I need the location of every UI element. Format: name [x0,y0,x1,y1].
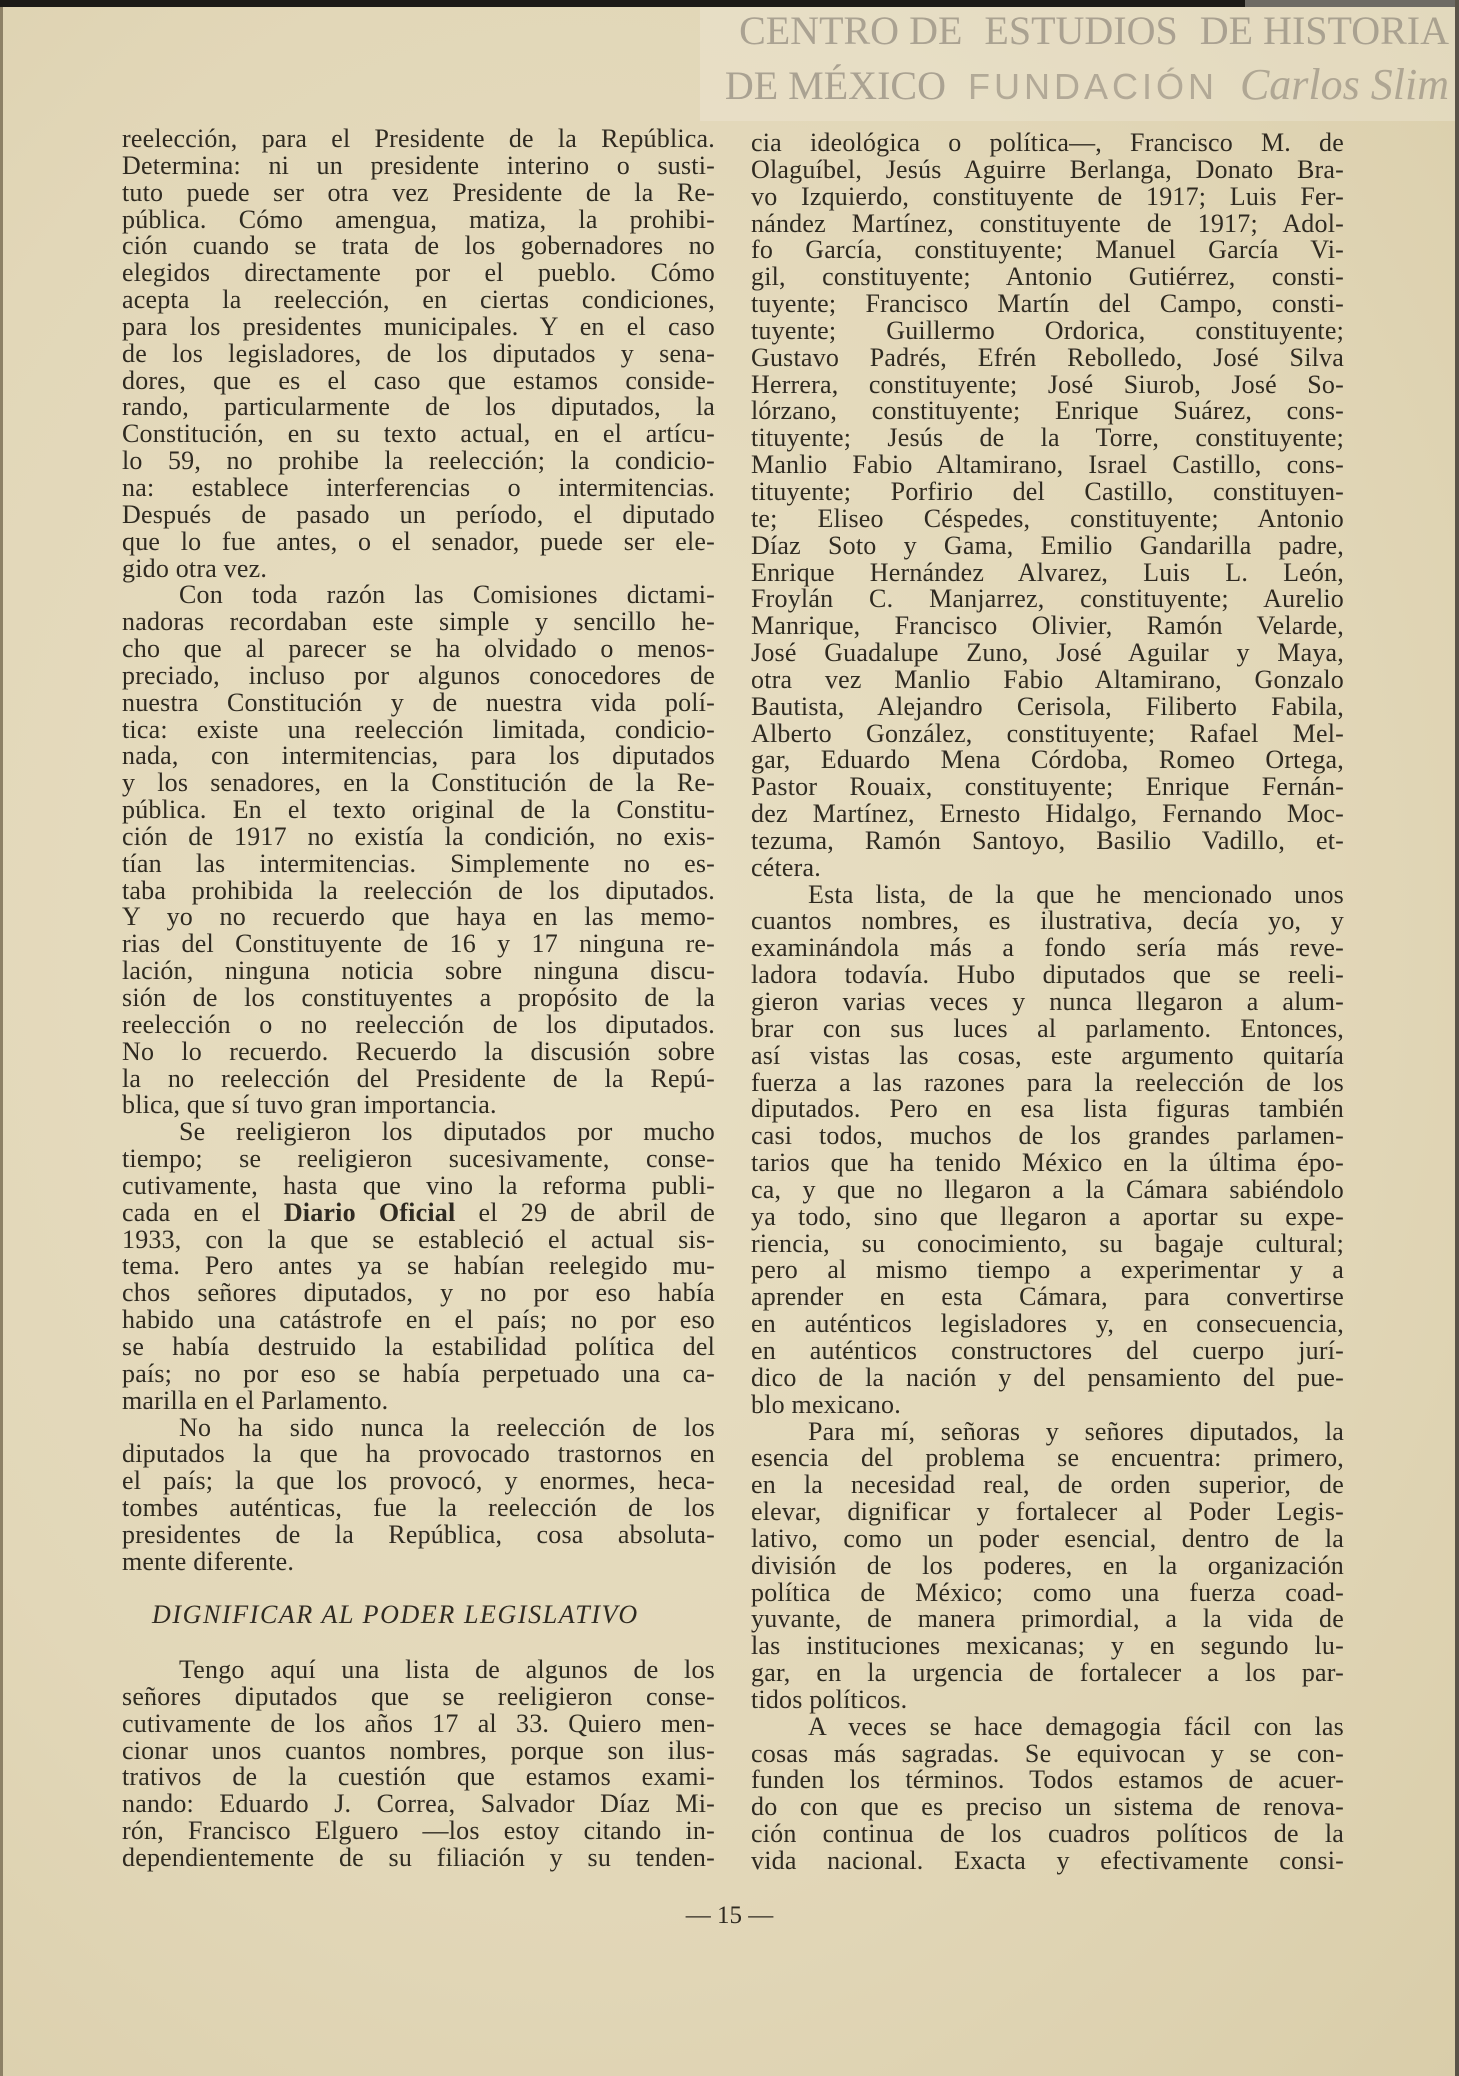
text-line: nada, con intermitencias, para los diputados [122,741,715,771]
text-line: Y yo no recuerdo que haya en las memo- [122,902,715,932]
paragraph [122,1412,715,1576]
text-line: marilla en el Parlamento. [122,1385,389,1415]
text-line: gar, Eduardo Mena Córdoba, Romeo Ortega, [751,745,1344,775]
text-line: habido una catástrofe en el país; no por eso [122,1305,715,1335]
text-line: A veces se hace demagogia fácil con las [808,1711,1344,1741]
text-line: presidentes de la República, cosa absoluta- [122,1519,715,1549]
text-line: tuto puede ser otra vez Presidente de la Re- [122,177,715,207]
text-line: lórzano, constituyente; Enrique Suárez, cons- [751,396,1344,426]
text-segment: el 29 de abril de [455,1197,715,1227]
text-line: examinándola más a fondo sería más reve- [751,933,1344,963]
text-line: nando: Eduardo J. Correa, Salvador Díaz Mi- [122,1789,715,1819]
scan-border-top [0,0,1459,7]
text-line: Determina: ni un presidente interino o susti- [122,150,715,180]
right-column-text [751,130,1344,1875]
watermark-row [725,60,1449,110]
text-line: pero al mismo tiempo a experimentar y a [751,1255,1344,1285]
text-line: pública. Cómo amengua, matiza, la prohibi- [122,204,715,234]
text-line: país; no por eso se había perpetuado una ca- [122,1358,715,1388]
text-line: tidos políticos. [751,1684,908,1714]
text-line: casi todos, muchos de los grandes parlamen- [751,1121,1344,1151]
text-line: así vistas las cosas, este argumento quitaría [751,1040,1344,1070]
text-line: trativos de la cuestión que estamos exami- [122,1762,715,1792]
text-line: gieron varias veces y nunca llegaron a alum- [751,987,1344,1016]
text-line: dico de la nación y del pensamiento del pue- [751,1362,1344,1392]
text-line: funden los términos. Todos estamos de acuer- [751,1765,1344,1795]
text-line: tica: existe una reelección limitada, condicio- [122,714,715,744]
text-line: fo García, constituyente; Manuel García Vi- [751,235,1344,265]
text-line: tituyente; Jesús de la Torre, constituyente; [751,423,1344,453]
text-line: do con que es preciso un sistema de renova- [751,1792,1344,1822]
text-line: elegidos directamente por el pueblo. Cómo [122,258,715,288]
text-line [122,1197,715,1227]
text-line: rias del Constituyente de 16 y 17 ninguna re- [122,929,715,959]
text-line: tituyente; Porfirio del Castillo, constituyen- [751,476,1344,506]
text-line: elevar, dignificar y fortalecer al Poder Legis- [751,1497,1344,1527]
text-line: diputados. Pero en esa lista figuras también [751,1094,1344,1124]
text-line: 1933, con la que se estableció el actual sis- [122,1224,715,1254]
watermark-row [739,8,1449,54]
text-line: de los legisladores, de los diputados y sena- [122,338,715,368]
text-line: ya todo, sino que llegaron a aportar su expe- [751,1201,1344,1231]
text-line: tezuma, Ramón Santoyo, Basilio Vadillo, et- [751,825,1344,855]
text-line: taba prohibida la reelección de los diputados. [122,875,715,905]
text-line: Herrera, constituyente; José Siurob, José So- [751,369,1344,399]
text-line: Se reeligieron los diputados por mucho [179,1117,715,1147]
text-line: nuestra Constitución y de nuestra vida polí- [122,687,715,717]
section-heading: DIGNIFICAR AL PODER LEGISLATIVO [152,1600,639,1629]
text-line: Tengo aquí una lista de algunos de los [179,1655,715,1684]
watermark-line: FUNDACIÓN [967,66,1218,107]
text-line: vo Izquierdo, constituyente de 1917; Luis Fer- [751,181,1344,211]
page-edge-right [1455,0,1459,2076]
text-line: Constitución, en su texto actual, en el artícu- [122,419,715,449]
text-line: blo mexicano. [751,1389,901,1419]
text-line: rando, particularmente de los diputados, la [122,392,715,422]
text-line: diputados la que ha provocado trastornos en [122,1439,715,1469]
text-line: vida nacional. Exacta y efectivamente consi- [751,1846,1344,1875]
text-line: esencia del problema se encuentra: primero, [751,1443,1344,1473]
text-line: Manlio Fabio Altamirano, Israel Castillo, cons- [751,450,1344,480]
text-line: en la necesidad real, de orden superior, de [751,1470,1344,1500]
text-line: Con toda razón las Comisiones dictami- [179,580,715,610]
watermark-line: DE MÉXICO [724,63,946,108]
text-line: yuvante, de manera primordial, a la vida de [751,1604,1344,1634]
paragraph [122,1119,715,1414]
text-line: nández Martínez, constituyente de 1917; Adol- [751,208,1344,238]
text-line: para los presidentes municipales. Y en el caso [122,311,715,341]
text-line: ca, y que no llegaron a la Cámara sabiéndolo [751,1174,1344,1204]
text-line: gar, en la urgencia de fortalecer a los par- [751,1658,1344,1688]
text-line: política de México; como una fuerza coad- [751,1577,1344,1607]
text-line: Froylán C. Manjarrez, constituyente; Aurelio [751,584,1344,614]
page-number: — 15 — [685,1902,774,1929]
text-line: que lo fue antes, o el senador, puede ser ele- [122,526,715,556]
text-line: gil, constituyente; Antonio Gutiérrez, consti- [751,262,1344,292]
text-line: te; Eliseo Céspedes, constituyente; Antonio [751,503,1344,533]
text-line: en auténticos legisladores y, en consecuencia, [751,1309,1344,1339]
text-line: cuantos nombres, es ilustrativa, decía yo, y [751,906,1344,936]
watermark-line: CENTRO DE [739,8,963,53]
text-line: lativo, como un poder esencial, dentro de la [751,1523,1344,1553]
text-line: lo 59, no prohibe la reelección; la condicio- [122,446,715,476]
text-line: blica, que sí tuvo gran importancia. [122,1090,497,1120]
text-line: mente diferente. [122,1546,295,1576]
watermark-line: ESTUDIOS [984,8,1178,53]
watermark-signature: Carlos Slim [1239,60,1449,109]
paragraph [122,1657,715,1872]
text-line: cho que al parecer se ha olvidado o menos- [122,634,715,664]
text-line: tema. Pero antes ya se habían reelegido mu- [122,1251,715,1281]
text-line: tombes auténticas, fue la reelección de los [122,1493,715,1523]
left-column-text-after-heading [122,1657,715,1872]
text-line: cionar unos cuantos nombres, porque son ilus- [122,1735,715,1765]
text-line: pública. En el texto original de la Constitu- [122,795,715,825]
text-line: Díaz Soto y Gama, Emilio Gandarilla padre, [751,530,1344,560]
paragraph [122,126,715,582]
text-line: el país; la que los provocó, y enormes, heca- [122,1466,715,1496]
paragraph [122,582,715,1119]
text-line: Pastor Rouaix, constituyente; Enrique Fernán- [751,772,1344,802]
text-line: Bautista, Alejandro Cerisola, Filiberto Fabila, [751,691,1344,721]
text-line: cia ideológica o política—, Francisco M. de [751,128,1344,157]
text-line: Enrique Hernández Alvarez, Luis L. León, [751,557,1344,587]
watermark-line: DE HISTORIA [1199,8,1449,53]
text-line: acepta la reelección, en ciertas condiciones, [122,285,715,315]
text-line: ción continua de los cuadros políticos de la [751,1819,1344,1849]
bold-publication-name: Diario Oficial [283,1197,456,1227]
text-line: división de los poderes, en la organización [751,1550,1344,1580]
text-line: lación, ninguna noticia sobre ninguna discu- [122,956,715,986]
text-line: aprender en esta Cámara, para convertirse [751,1282,1344,1312]
text-line: en auténticos constructores del cuerpo jurí- [751,1335,1344,1365]
text-line: Después de pasado un período, el diputado [122,499,715,529]
text-line: las instituciones mexicanas; y en segundo lu- [751,1631,1344,1661]
text-segment: cada en el [122,1197,284,1227]
text-line: tuyente; Guillermo Ordorica, constituyente; [751,315,1344,345]
text-line: ladora todavía. Hubo diputados que se reeli- [751,960,1344,990]
text-line: tían las intermitencias. Simplemente no es- [122,848,715,878]
text-line: Olaguíbel, Jesús Aguirre Berlanga, Donato Bra- [751,154,1344,184]
text-line: cutivamente, hasta que vino la reforma publi- [122,1170,715,1200]
text-line: Para mí, señoras y señores diputados, la [808,1416,1344,1446]
text-line: tiempo; se reeligieron sucesivamente, conse- [122,1144,715,1174]
text-line: riencia, su conocimiento, su bagaje cultural; [751,1228,1344,1258]
text-line: ción cuando se trata de los gobernadores no [122,231,715,261]
text-line: dez Martínez, Ernesto Hidalgo, Fernando Moc- [751,799,1344,829]
paragraph [751,879,1344,1419]
page-edge-left [0,0,3,2076]
text-line: gido otra vez. [122,553,268,583]
text-line: dependientemente de su filiación y su tenden- [122,1842,715,1872]
text-line: cétera. [751,852,821,882]
text-line: la no reelección del Presidente de la Repú- [122,1063,715,1093]
text-line: ción de 1917 no existía la condición, no exis- [122,821,715,851]
text-line: Alberto González, constituyente; Rafael Mel- [751,718,1344,748]
text-line: Gustavo Padrés, Efrén Rebolledo, José Silva [751,342,1344,372]
text-line: Esta lista, de la que he mencionado unos [808,879,1344,909]
text-line: se había destruido la estabilidad política del [122,1331,715,1361]
text-line: preciado, incluso por algunos conocedores de [122,660,715,690]
text-line: Manrique, Francisco Olivier, Ramón Velarde, [751,611,1344,641]
paragraph [751,1711,1344,1875]
text-line: fuerza a las razones para la reelección de los [751,1067,1344,1097]
text-line: No ha sido nunca la reelección de los [179,1412,715,1442]
text-line: señores diputados que se reeligieron conse- [122,1681,715,1711]
text-line: tuyente; Francisco Martín del Campo, consti- [751,289,1344,319]
text-line: brar con sus luces al parlamento. Entonces, [751,1013,1344,1043]
text-line: reelección o no reelección de los diputados. [122,1009,715,1039]
text-line: chos señores diputados, y no por eso había [122,1278,715,1308]
text-line: reelección, para el Presidente de la República. [122,124,715,153]
text-line: No lo recuerdo. Recuerdo la discusión sobre [122,1036,715,1066]
text-line: tarios que ha tenido México en la última épo- [751,1148,1344,1178]
text-line: sión de los constituyentes a propósito de la [122,983,715,1012]
text-line: rón, Francisco Elguero —los estoy citando in- [122,1816,715,1846]
scan-border-top-right [1245,0,1455,7]
left-column-text [122,126,715,1576]
text-line: José Guadalupe Zuno, José Aguilar y Maya, [751,638,1344,668]
text-line: dores, que es el caso que estamos conside- [122,365,715,395]
text-line: na: establece interferencias o intermitencias. [122,472,715,502]
text-line: otra vez Manlio Fabio Altamirano, Gonzalo [751,664,1344,694]
text-line: y los senadores, en la Constitución de la Re- [122,768,715,798]
text-line: nadoras recordaban este simple y sencillo he- [122,607,715,637]
text-line: cosas más sagradas. Se equivocan y se con- [751,1738,1344,1768]
paragraph [751,130,1344,882]
text-line: cutivamente de los años 17 al 33. Quiero men- [122,1708,715,1738]
paragraph [751,1416,1344,1714]
